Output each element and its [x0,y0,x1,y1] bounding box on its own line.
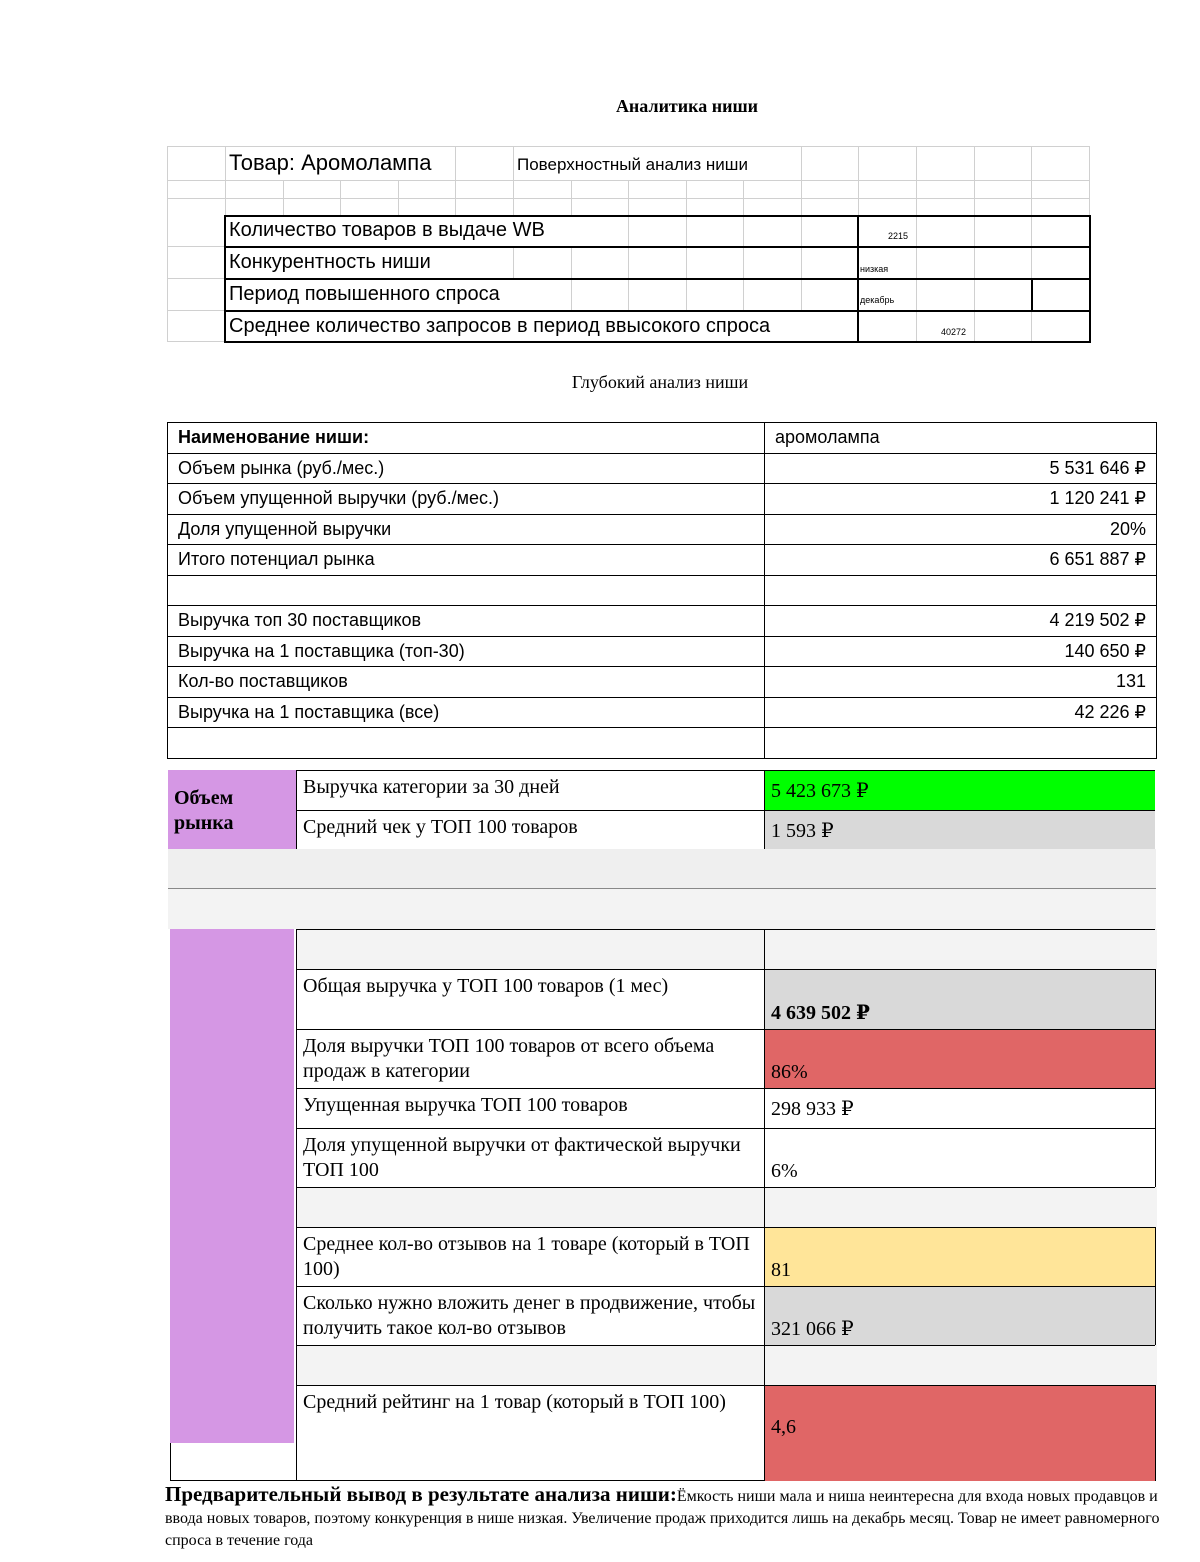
table-row [168,667,1157,698]
surface-row-value: 2215 [888,231,909,241]
table-row [168,453,1157,484]
row-value [765,575,1157,606]
avg-check-label: Средний чек у ТОП 100 товаров [297,810,764,849]
spacer-row [297,1187,1157,1227]
spacer-row [168,889,1156,929]
lost-revenue-value: 298 933 ₽ [764,1088,1155,1128]
table-row [168,697,1157,728]
surface-row-label: Период повышенного спроса [229,283,500,305]
deep-analysis-title: Глубокий анализ ниши [571,372,749,392]
row-label: Объем упущенной выручки (руб./мес.) [168,484,765,515]
reviews-value: 81 [764,1227,1155,1286]
table-row [297,1029,1157,1088]
row-label: Выручка на 1 поставщика (топ-30) [168,636,765,667]
table-row [297,969,1157,1029]
row-label: Итого потенциал рынка [168,545,765,576]
surface-row-label: Среднее количество запросов в период ввысокого спроса [229,315,771,337]
row-value: 131 [765,667,1157,698]
spacer-row [297,929,1157,969]
top100-revenue-value: 4 639 502 ₽ [764,969,1155,1029]
rating-value: 4,6 [764,1385,1155,1481]
surface-row-label: Количество товаров в выдаче WB [229,219,545,241]
row-label [168,728,765,759]
row-label: Кол-во поставщиков [168,667,765,698]
conclusion-text: Ёмкость ниши мала и ниша неинтересна для входа новых продавцов и ввода новых товаров, поэтому конкуренция в нише низкая. Увеличение продаж приходится лишь на декабрь месяц. Товар не имеет равномерного спроса в течение года [165,1488,1160,1549]
promo-value: 321 066 ₽ [764,1286,1155,1345]
purple-side-block [170,929,294,1443]
market-section-label: Объем рынка [174,787,234,834]
row-value: 20% [765,514,1157,545]
row-label: Объем рынка (руб./мес.) [168,453,765,484]
top100-share-value: 86% [764,1029,1155,1088]
table-row [168,606,1157,637]
top100-revenue-label: Общая выручка у ТОП 100 товаров (1 мес) [297,969,764,1029]
table-row [168,514,1157,545]
row-label: Выручка топ 30 поставщиков [168,606,765,637]
rating-label: Средний рейтинг на 1 товар (который в ТОП 100) [297,1385,764,1481]
reviews-label: Среднее кол-во отзывов на 1 товаре (который в ТОП 100) [297,1227,764,1286]
conclusion [165,1483,1195,1552]
table-row [297,1088,1157,1128]
row-value: 5 531 646 ₽ [765,453,1157,484]
row-value [765,728,1157,759]
table-row [168,545,1157,576]
table-row [297,810,1157,849]
category-revenue-label: Выручка категории за 30 дней [297,770,764,810]
spacer-row [168,849,1156,888]
table-row [168,728,1157,759]
conclusion-heading: Предварительный вывод в результате анализа ниши: [165,1482,677,1506]
row-label [168,575,765,606]
table-row [297,770,1157,810]
row-value: 4 219 502 ₽ [765,606,1157,637]
surface-row-value: 40272 [941,327,967,337]
surface-row-value: низкая [860,264,889,274]
table-row [168,423,1157,454]
row-label: Доля упущенной выручки [168,514,765,545]
row-label: Выручка на 1 поставщика (все) [168,697,765,728]
promo-label: Сколько нужно вложить денег в продвижение, чтобы получить такое кол-во отзывов [297,1286,764,1345]
row-value: 42 226 ₽ [765,697,1157,728]
lost-share-label: Доля упущенной выручки от фактической выручки ТОП 100 [297,1128,764,1187]
table-row [297,1227,1157,1286]
spacer-row [297,1345,1157,1385]
table-row [297,1385,1157,1481]
niche-name-value: аромолампа [765,423,1157,454]
row-value: 1 120 241 ₽ [765,484,1157,515]
row-value: 6 651 887 ₽ [765,545,1157,576]
deep-analysis-table [167,422,1157,759]
product-label: Товар: Аромолампа [229,150,432,175]
surface-row-value: декабрь [860,295,895,305]
avg-check-value: 1 593 ₽ [764,810,1155,849]
table-row [168,636,1157,667]
top100-share-label: Доля выручки ТОП 100 товаров от всего объема продаж в категории [297,1029,764,1088]
table-row [297,1128,1157,1187]
row-value: 140 650 ₽ [765,636,1157,667]
category-revenue-value: 5 423 673 ₽ [764,770,1155,810]
market-section-header [168,770,296,849]
surface-analysis-label: Поверхностный анализ ниши [517,155,748,174]
table-row [168,575,1157,606]
surface-row-label: Конкурентность ниши [229,251,431,273]
table-row [297,1286,1157,1345]
lost-share-value: 6% [764,1128,1155,1187]
lost-revenue-label: Упущенная выручка ТОП 100 товаров [297,1088,764,1128]
page-title: Аналитика ниши [615,96,759,116]
niche-name-label: Наименование ниши: [168,423,765,454]
table-row [168,484,1157,515]
